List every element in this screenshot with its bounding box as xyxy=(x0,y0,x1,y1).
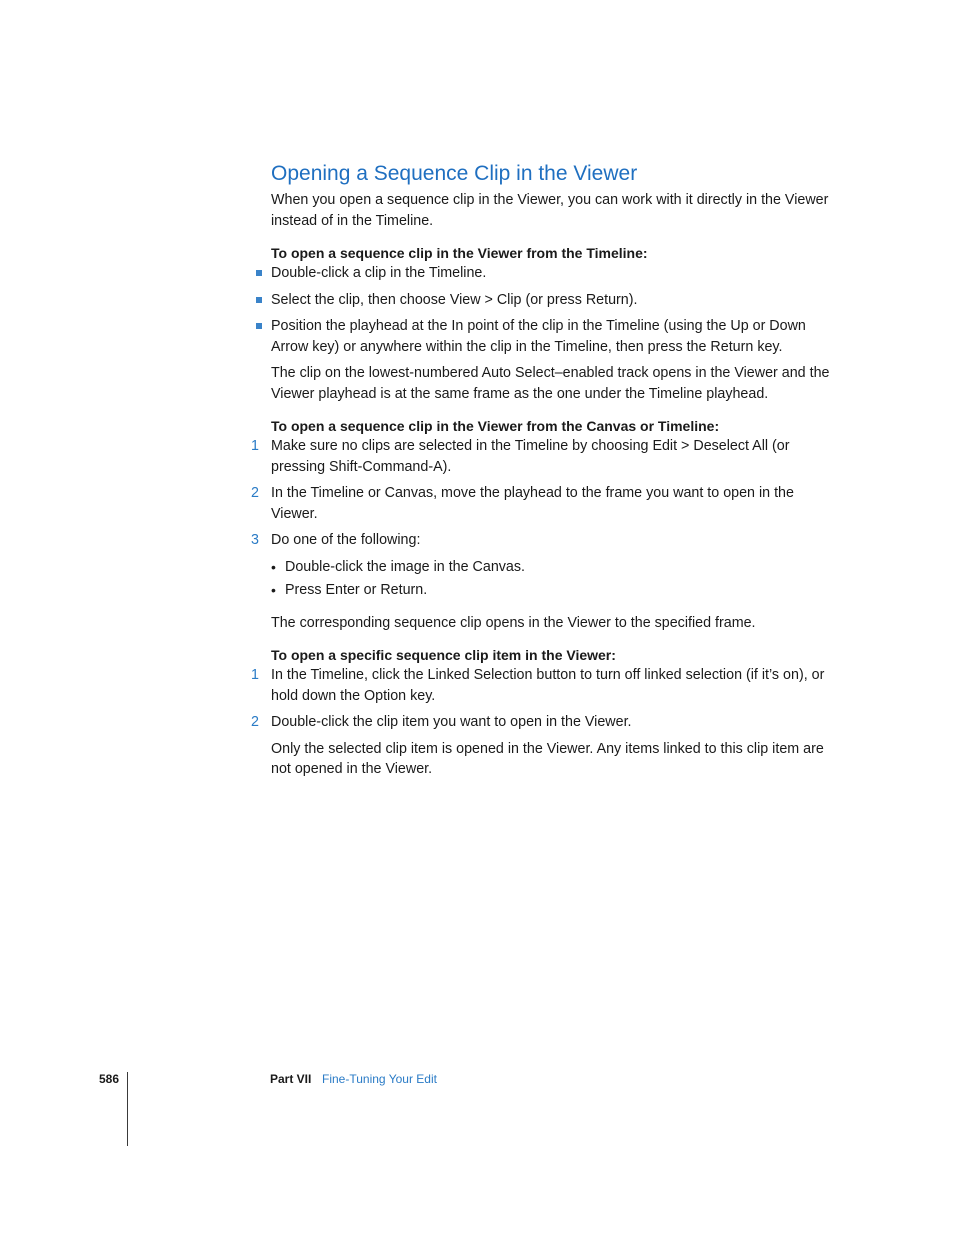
list-item-text: Select the clip, then choose View > Clip (or press Return). xyxy=(271,291,638,308)
list-item-text: Position the playhead at the In point of the clip in the Timeline (using the Up or Down Arrow key) or anywhere within the clip in the Timeline, then press the Return key. xyxy=(271,318,806,355)
list-item-text: Double-click a clip in the Timeline. xyxy=(271,265,487,281)
step-number: 1 xyxy=(251,667,259,683)
step-item xyxy=(251,712,831,733)
bullet-dot-icon: • xyxy=(271,558,276,575)
step-text: Double-click the clip item you want to open in the Viewer. xyxy=(271,714,632,730)
list-item xyxy=(271,316,831,357)
step-number: 1 xyxy=(251,438,259,454)
option-text: Double-click the image in the Canvas. xyxy=(285,558,525,575)
procedure-heading: To open a specific sequence clip item in the Viewer: xyxy=(271,647,616,663)
bullet-square-icon xyxy=(256,270,262,276)
footer-part-label: Part VII xyxy=(270,1072,312,1086)
bullet-square-icon xyxy=(256,323,262,329)
procedure-note: The clip on the lowest-numbered Auto Select–enabled track opens in the Viewer and the Viewer playhead is at the same frame as the one under the Timeline playhead. xyxy=(271,365,830,402)
procedure-heading: To open a sequence clip in the Viewer from the Canvas or Timeline: xyxy=(271,418,720,434)
option-text: Press Enter or Return. xyxy=(285,582,428,598)
step-number: 2 xyxy=(251,485,259,501)
step-text: In the Timeline or Canvas, move the playhead to the frame you want to open in the Viewer. xyxy=(271,485,794,522)
step-text: Make sure no clips are selected in the Timeline by choosing Edit > Deselect All (or pressing Shift-Command-A). xyxy=(271,438,790,475)
section-title: Opening a Sequence Clip in the Viewer xyxy=(271,162,638,185)
procedure-note: The corresponding sequence clip opens in the Viewer to the specified frame. xyxy=(271,614,756,631)
step-item xyxy=(251,665,831,706)
footer-divider xyxy=(127,1072,128,1146)
step-number: 2 xyxy=(251,714,259,730)
list-item xyxy=(271,263,831,284)
page-number: 586 xyxy=(99,1072,120,1086)
bullet-dot-icon: • xyxy=(271,582,276,598)
step-text: In the Timeline, click the Linked Selection button to turn off linked selection (if it’s on), or hold down the Option key. xyxy=(271,667,825,704)
options-list xyxy=(271,557,831,601)
step-number: 3 xyxy=(251,532,259,548)
page-content xyxy=(251,160,831,780)
option-item xyxy=(271,557,831,578)
procedure-note: Only the selected clip item is opened in the Viewer. Any items linked to this clip item are not opened in the Viewer. xyxy=(271,740,824,777)
step-item xyxy=(251,530,831,551)
step-item xyxy=(251,436,831,477)
list-item xyxy=(271,290,831,311)
procedure-heading: To open a sequence clip in the Viewer from the Timeline: xyxy=(271,245,648,261)
intro-paragraph: When you open a sequence clip in the Viewer, you can work with it directly in the Viewer instead of in the Timeline. xyxy=(271,192,829,229)
footer-chapter-title: Fine-Tuning Your Edit xyxy=(322,1072,437,1086)
step-item xyxy=(251,483,831,524)
bullet-square-icon xyxy=(256,297,262,303)
step-text: Do one of the following: xyxy=(271,532,421,548)
option-item xyxy=(271,580,831,601)
